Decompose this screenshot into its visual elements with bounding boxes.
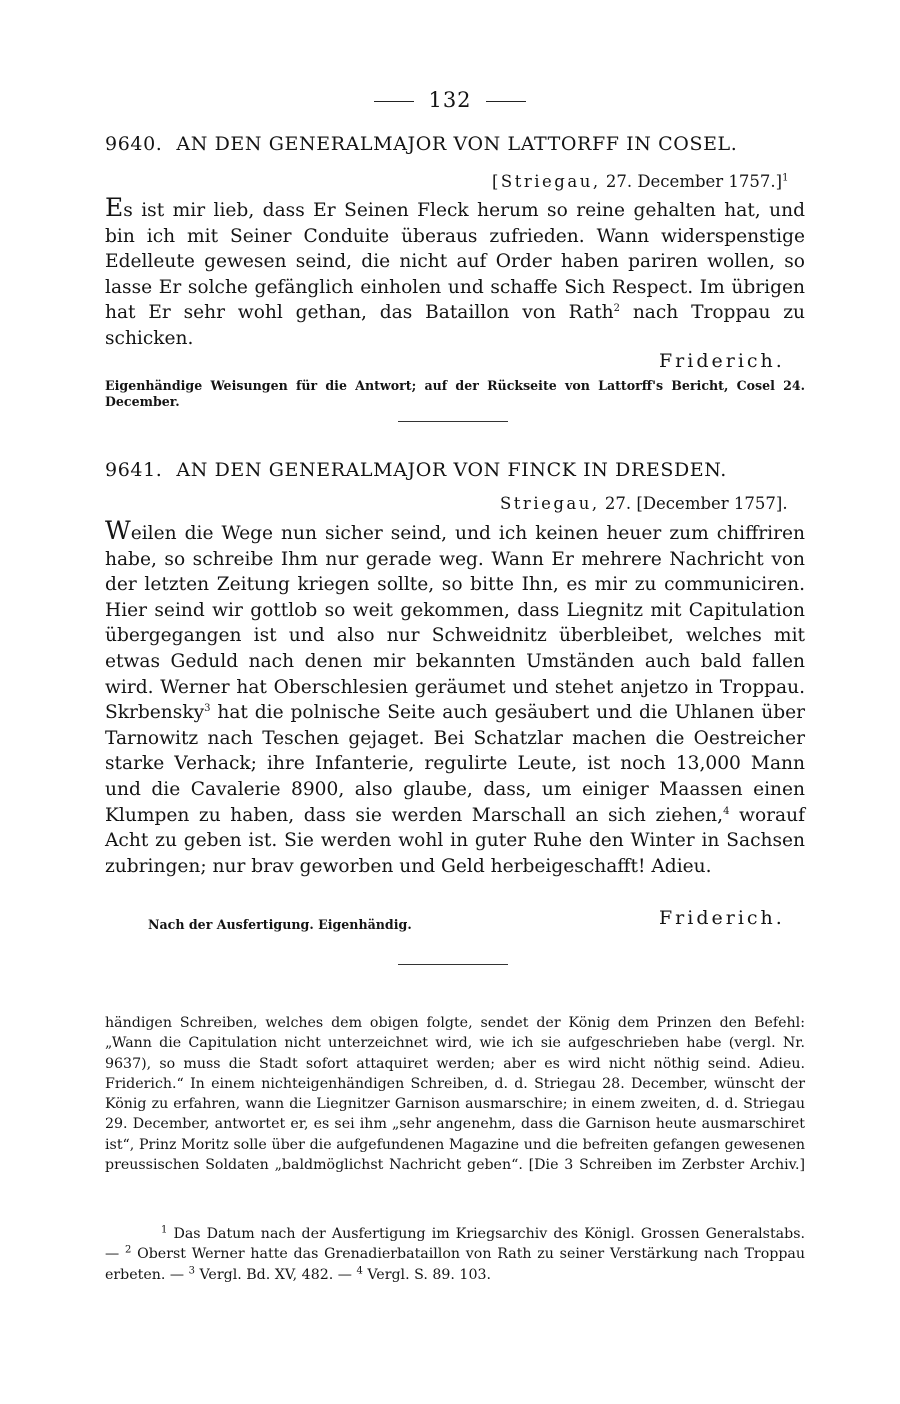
letter-number: 9640. — [105, 133, 163, 155]
source-note: Nach der Ausfertigung. Eigenhändig. — [148, 917, 412, 932]
source-note: Eigenhändige Weisungen für die Antwort; auf der Rückseite von Lattorff's Bericht, Cosel 24. December. — [105, 378, 805, 409]
page-number-dash-right — [486, 101, 526, 102]
initial-capital: W — [105, 516, 131, 545]
letter-date: Striegau, 27. [December 1757]. — [500, 494, 788, 513]
footnotes: $^1$ Das Datum nach der Ausfertigung im Kriegsarchiv des Königl. Grossen Generalstabs. — $^2$ Oberst Werner hatte das Grenadierbataillon von Rath zu seiner Verstärkung nach Troppau erbeten. — $^3$ Vergl. Bd. XV, 482. — $^4$ Vergl. S. 89. 103. — [105, 1224, 805, 1283]
footnote-ref: 1 — [782, 172, 789, 184]
letter-heading — [105, 459, 805, 481]
page-number — [0, 88, 900, 112]
page-number-text: 132 — [428, 88, 472, 112]
letter-body: Weilen die Wege nun sicher seind, und ich keinen heuer zum chiffriren habe, so schreibe Ihm nur gerade weg. Wann Er mehrere Nachricht von der letzten Zeitung kriegen sollte, so bitte Ihn, es mir zu communiciren. Hier seind wir gottlob so weit gekommen, dass Liegnitz mit Capitulation übergegangen ist und also nur Schweidnitz überbleibet, welches mit etwas Geduld nach denen mir bekannten Umständen auch bald fallen wird. Werner hat Oberschlesien geräumet und stehet anjetzo in Troppau. Skrbensky$^3$ hat die polnische Seite auch gesäubert und die Uhlanen über Tarnowitz nach Teschen gejaget. Bei Schatzlar machen die Oestreicher starke Verhack; ihre Infanterie, regulirte Leute, ist noch 13,000 Mann und die Cavalerie 8900, also glaube, dass, um einiger Maassen einen Klumpen zu haben, dass sie werden Marschall an sich ziehen,$^4$ worauf Acht zu geben ist. Sie werden wohl in guter Ruhe den Winter in Sachsen zubringen; nur brav geworben und Geld herbeigeschafft! Adieu. — [105, 516, 805, 877]
separator-rule — [398, 421, 508, 422]
letter-title: AN DEN GENERALMAJOR VON LATTORFF IN COSEL. — [176, 133, 738, 155]
footnote-continuation: händigen Schreiben, welches dem obigen folgte, sendet der König dem Prinzen den Befehl: „Wann die Capitulation nicht unterzeichnet wird, wie ich sie aufgeschrieben habe (vergl. Nr. 9637), so muss die Stadt sofort attaquiret werden; aber es wird nicht nöthig seind. Adieu. Friderich.“ In einem nichteigenhändigen Schreiben, d. d. Striegau 28. December, wünscht der König zu erfahren, wann die Liegnitzer Garnison ausmarschire; in einem zweiten, d. d. Striegau 29. December, antwortet er, es sei ihm „sehr angenehm, dass die Garnison heute ausmarschiret ist“, Prinz Moritz solle über die aufgefundenen Magazine und die befreiten gefangen gewesenen preussischen Soldaten „baldmöglichst Nachricht geben“. [Die 3 Schreiben im Zerbster Archiv.] — [105, 1015, 805, 1174]
separator-rule — [398, 964, 508, 965]
footnote-ref: 4 — [723, 805, 730, 817]
letter-body: Es ist mir lieb, dass Er Seinen Fleck herum so reine gehalten hat, und bin ich mit Seiner Conduite überaus zufrieden. Wann widerspenstige Edelleute gewesen seind, die nicht auf Order haben pariren wollen, so lasse Er solche gefänglich einholen und schaffe Sich Respect. Im übrigen hat Er sehr wohl gethan, das Bataillon von Rath$^2$ nach Troppau zu schicken. — [105, 193, 805, 349]
letter-date: [Striegau, 27. December 1757.]$^1$ — [492, 172, 789, 191]
footnote-ref: 2 — [613, 303, 621, 315]
signature: Friderich. — [659, 907, 785, 929]
letter-title: AN DEN GENERALMAJOR VON FINCK IN DRESDEN. — [176, 459, 727, 481]
page-number-dash-left — [374, 101, 414, 102]
initial-capital: E — [105, 193, 124, 222]
letter-number: 9641. — [105, 459, 163, 481]
letter-heading — [105, 133, 805, 155]
footnote-ref: 3 — [204, 702, 211, 714]
signature: Friderich. — [659, 350, 785, 372]
